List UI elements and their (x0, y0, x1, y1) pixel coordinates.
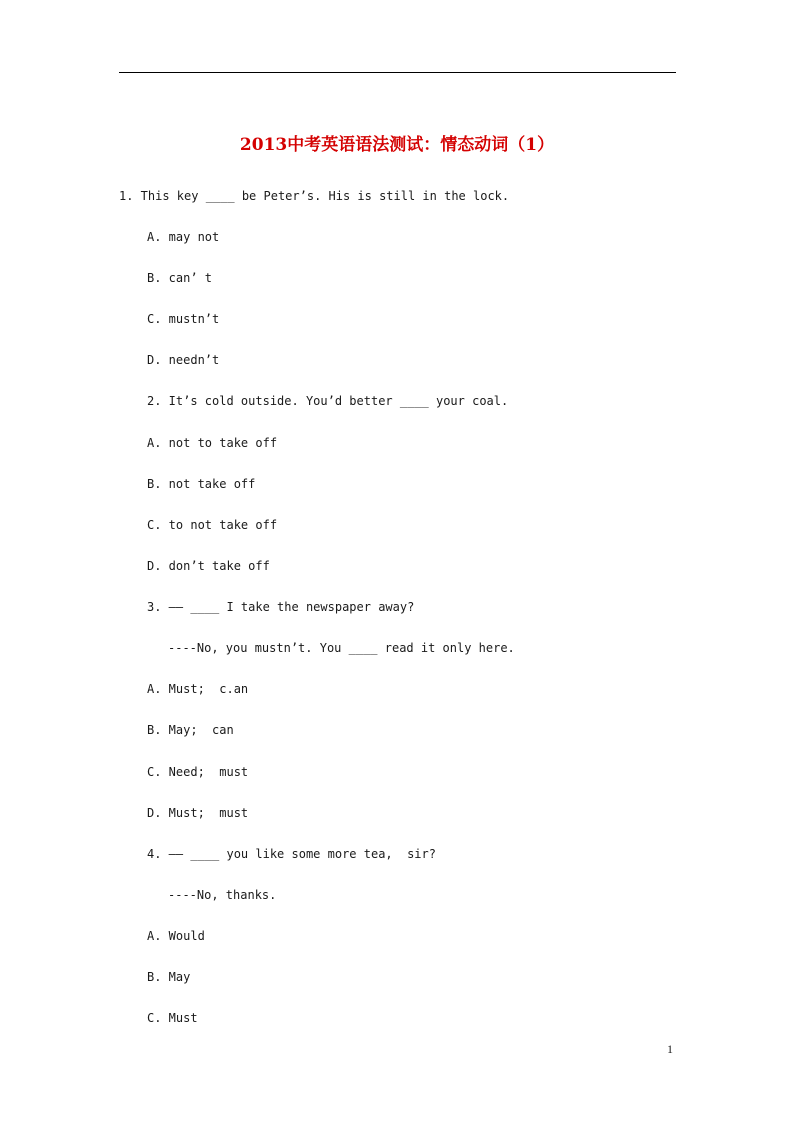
question-1-option-c: C. mustn’t (147, 312, 220, 326)
page-title: 2013中考英语语法测试：情态动词（1） (239, 135, 555, 155)
question-3-option-c: C. Need; must (147, 765, 249, 779)
question-3-reply: ----No, you mustn’t. You ____ read it only here. (168, 641, 515, 655)
question-4-option-a: A. Would (147, 929, 205, 943)
question-4-option-b: B. May (147, 970, 191, 984)
question-4-stem: 4. —— ____ you like some more tea, sir? (147, 847, 436, 861)
question-2-option-d: D. don’t take off (147, 559, 270, 573)
question-3-option-a: A. Must; c.an (147, 682, 249, 696)
question-2-option-c: C. to not take off (147, 518, 278, 532)
header-rule (119, 72, 676, 73)
question-2-stem: 2. It’s cold outside. You’d better ____ your coal. (147, 394, 509, 408)
question-2-option-a: A. not to take off (147, 436, 278, 450)
question-1-option-b: B. can’ t (147, 271, 213, 285)
question-3-stem: 3. —— ____ I take the newspaper away? (147, 600, 415, 614)
question-3-option-b: B. May; can (147, 723, 234, 737)
page-number: 1 (667, 1042, 673, 1056)
question-1-stem: 1. This key ____ be Peter’s. His is still in the lock. (119, 189, 510, 203)
question-1-option-a: A. may not (147, 230, 220, 244)
question-4-option-c: C. Must (147, 1011, 198, 1025)
question-1-option-d: D. needn’t (147, 353, 220, 367)
question-3-option-d: D. Must; must (147, 806, 249, 820)
question-4-reply: ----No, thanks. (168, 888, 277, 902)
question-2-option-b: B. not take off (147, 477, 256, 491)
